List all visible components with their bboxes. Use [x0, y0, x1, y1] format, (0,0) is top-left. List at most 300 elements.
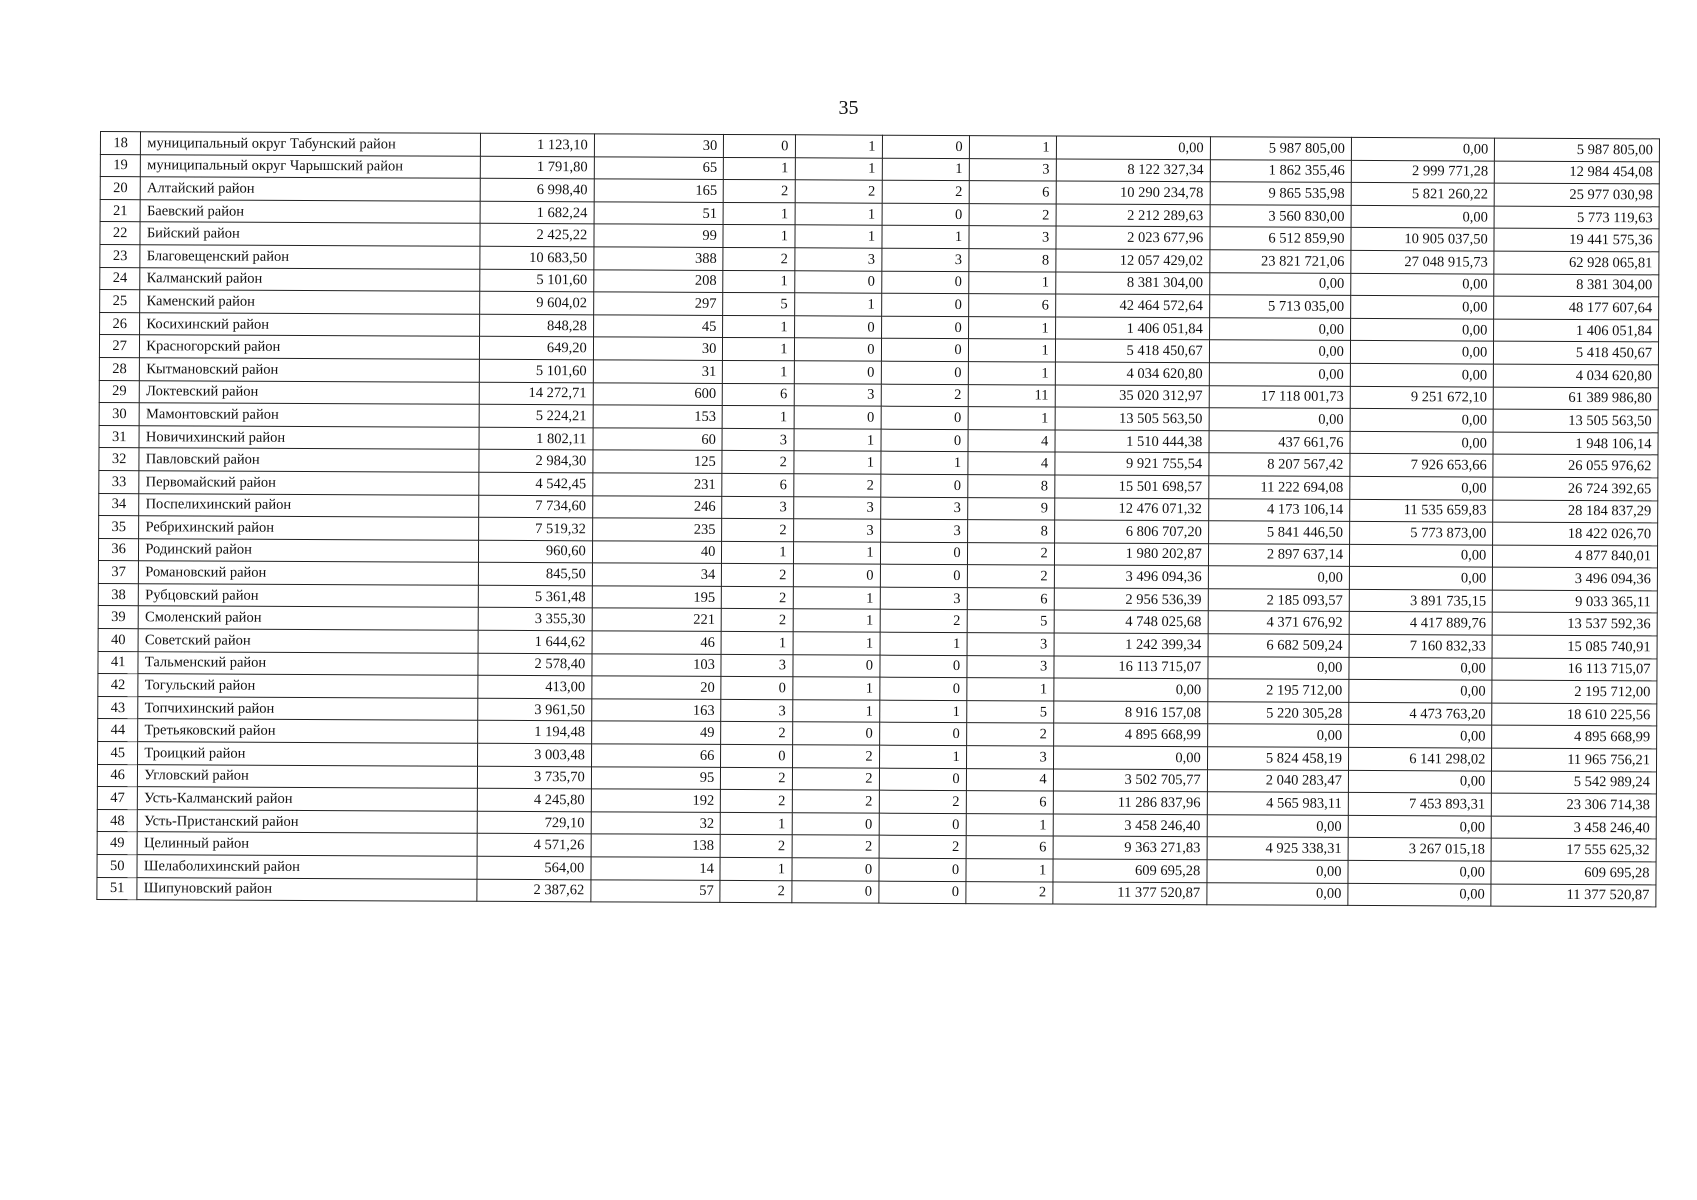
count-cell: 231: [593, 473, 723, 496]
count-total-cell: 8: [967, 520, 1054, 543]
count-1-cell: 1: [722, 406, 793, 429]
count-total-cell: 3: [967, 633, 1054, 656]
district-name-cell: Целинный район: [137, 832, 477, 856]
count-total-cell: 3: [967, 655, 1054, 678]
amount-3-cell: 0,00: [1349, 544, 1492, 567]
count-total-cell: 3: [969, 158, 1056, 181]
district-name-cell: Новичихинский район: [139, 425, 479, 449]
amount-3-cell: 0,00: [1350, 363, 1493, 386]
count-1-cell: 0: [721, 744, 792, 767]
count-total-cell: 6: [966, 836, 1053, 859]
amount-total-cell: 26 055 976,62: [1493, 454, 1658, 477]
district-name-cell: Тальменский район: [138, 651, 478, 675]
row-number-cell: 29: [99, 380, 139, 403]
amount-1-cell: 3 502 705,77: [1053, 769, 1207, 792]
count-3-cell: 0: [881, 429, 968, 452]
area-cell: 3 735,70: [478, 766, 592, 789]
count-cell: 30: [593, 337, 723, 360]
count-2-cell: 1: [793, 451, 880, 474]
amount-1-cell: 4 034 620,80: [1055, 362, 1209, 385]
amount-1-cell: 13 505 563,50: [1055, 407, 1209, 430]
district-name-cell: Калманский район: [140, 267, 480, 291]
count-2-cell: 1: [793, 587, 880, 610]
area-cell: 6 998,40: [480, 178, 594, 201]
amount-1-cell: 0,00: [1053, 746, 1207, 769]
count-total-cell: 6: [966, 791, 1053, 814]
count-2-cell: 1: [795, 135, 882, 158]
amount-2-cell: 0,00: [1208, 656, 1349, 679]
count-3-cell: 0: [881, 339, 968, 362]
amount-2-cell: 437 661,76: [1209, 430, 1350, 453]
count-1-cell: 2: [722, 564, 793, 587]
district-name-cell: Баевский район: [140, 199, 480, 223]
table-container: [96, 131, 1660, 908]
amount-total-cell: 5 418 450,67: [1494, 341, 1659, 364]
amount-1-cell: 1 242 399,34: [1054, 633, 1208, 656]
district-name-cell: Советский район: [138, 629, 478, 653]
area-cell: 2 425,22: [480, 224, 594, 247]
area-cell: 4 245,80: [477, 789, 591, 812]
amount-total-cell: 3 496 094,36: [1493, 567, 1658, 590]
amount-3-cell: 0,00: [1349, 725, 1492, 748]
count-3-cell: 0: [881, 406, 968, 429]
amount-3-cell: 0,00: [1350, 431, 1493, 454]
district-name-cell: Кытмановский район: [140, 358, 480, 382]
count-cell: 51: [594, 202, 724, 225]
count-1-cell: 3: [721, 654, 792, 677]
count-total-cell: 3: [966, 746, 1053, 769]
count-1-cell: 1: [723, 225, 794, 248]
amount-2-cell: 23 821 721,06: [1210, 250, 1351, 273]
count-total-cell: 2: [969, 203, 1056, 226]
row-number-cell: 38: [98, 583, 138, 606]
count-2-cell: 1: [793, 632, 880, 655]
amount-1-cell: 3 458 246,40: [1053, 814, 1207, 837]
amount-3-cell: 7 453 893,31: [1348, 793, 1491, 816]
amount-total-cell: 26 724 392,65: [1493, 477, 1658, 500]
area-cell: 1 644,62: [478, 630, 592, 653]
row-number-cell: 41: [98, 651, 138, 674]
count-2-cell: 1: [794, 225, 881, 248]
count-3-cell: 2: [882, 180, 969, 203]
count-total-cell: 2: [966, 881, 1053, 904]
count-1-cell: 1: [723, 202, 794, 225]
amount-total-cell: 5 773 119,63: [1494, 206, 1659, 229]
area-cell: 564,00: [477, 856, 591, 879]
count-3-cell: 2: [879, 790, 966, 813]
row-number-cell: 36: [98, 538, 138, 561]
district-name-cell: Каменский район: [140, 290, 480, 314]
row-number-cell: 51: [97, 877, 137, 900]
amount-1-cell: 9 363 271,83: [1053, 836, 1207, 859]
count-cell: 153: [593, 405, 723, 428]
area-cell: 649,20: [480, 337, 594, 360]
district-name-cell: Топчихинский район: [138, 697, 478, 721]
row-number-cell: 25: [100, 290, 140, 313]
count-1-cell: 6: [723, 383, 794, 406]
count-total-cell: 4: [968, 429, 1055, 452]
row-number-cell: 45: [98, 742, 138, 765]
district-name-cell: Бийский район: [140, 222, 480, 246]
count-2-cell: 0: [794, 406, 881, 429]
amount-3-cell: 27 048 915,73: [1351, 250, 1494, 273]
count-cell: 66: [591, 744, 721, 767]
amount-total-cell: 23 306 714,38: [1492, 793, 1657, 816]
row-number-cell: 35: [99, 516, 139, 539]
count-2-cell: 3: [794, 248, 881, 271]
count-2-cell: 0: [791, 880, 878, 903]
amount-3-cell: 0,00: [1348, 770, 1491, 793]
amount-total-cell: 2 195 712,00: [1492, 680, 1657, 703]
amount-1-cell: 42 464 572,64: [1055, 294, 1209, 317]
row-number-cell: 46: [97, 764, 137, 787]
row-number-cell: 20: [100, 177, 140, 200]
count-3-cell: 0: [880, 542, 967, 565]
row-number-cell: 30: [99, 403, 139, 426]
amount-2-cell: 0,00: [1207, 860, 1348, 883]
amount-1-cell: 16 113 715,07: [1054, 656, 1208, 679]
amount-3-cell: 9 251 672,10: [1350, 386, 1493, 409]
amount-3-cell: 0,00: [1348, 860, 1491, 883]
area-cell: 413,00: [478, 676, 592, 699]
amount-1-cell: 8 381 304,00: [1055, 272, 1209, 295]
count-cell: 40: [592, 541, 722, 564]
count-3-cell: 0: [879, 858, 966, 881]
district-name-cell: Усть-Калманский район: [138, 787, 478, 811]
row-number-cell: 24: [100, 267, 140, 290]
row-number-cell: 43: [98, 696, 138, 719]
count-2-cell: 1: [792, 700, 879, 723]
row-number-cell: 28: [99, 357, 139, 380]
amount-2-cell: 9 865 535,98: [1210, 182, 1351, 205]
count-total-cell: 5: [967, 610, 1054, 633]
amount-2-cell: 0,00: [1209, 363, 1350, 386]
count-total-cell: 2: [967, 565, 1054, 588]
count-3-cell: 2: [879, 836, 966, 859]
count-cell: 32: [591, 812, 721, 835]
count-1-cell: 1: [723, 338, 794, 361]
amount-total-cell: 13 537 592,36: [1492, 613, 1657, 636]
count-1-cell: 1: [724, 157, 795, 180]
count-3-cell: 0: [881, 271, 968, 294]
row-number-cell: 48: [97, 809, 137, 832]
count-3-cell: 0: [881, 293, 968, 316]
count-3-cell: 0: [880, 655, 967, 678]
amount-2-cell: 2 195 712,00: [1208, 679, 1349, 702]
count-2-cell: 0: [794, 361, 881, 384]
amount-total-cell: 19 441 575,36: [1494, 228, 1659, 251]
count-total-cell: 1: [968, 407, 1055, 430]
count-2-cell: 2: [795, 180, 882, 203]
count-2-cell: 3: [793, 519, 880, 542]
count-1-cell: 1: [721, 631, 792, 654]
amount-1-cell: 1 980 202,87: [1054, 543, 1208, 566]
amount-total-cell: 11 377 520,87: [1491, 884, 1656, 907]
count-cell: 103: [592, 653, 722, 676]
count-1-cell: 2: [722, 451, 793, 474]
amount-total-cell: 1 948 106,14: [1493, 432, 1658, 455]
count-cell: 600: [593, 382, 723, 405]
amount-3-cell: 0,00: [1350, 409, 1493, 432]
count-total-cell: 8: [967, 474, 1054, 497]
amount-2-cell: 2 185 093,57: [1208, 589, 1349, 612]
count-cell: 208: [594, 269, 724, 292]
count-cell: 60: [593, 428, 723, 451]
count-1-cell: 2: [721, 790, 792, 813]
district-name-cell: Ребрихинский район: [139, 516, 479, 540]
count-2-cell: 2: [793, 474, 880, 497]
count-1-cell: 2: [722, 519, 793, 542]
amount-2-cell: 4 925 338,31: [1207, 837, 1348, 860]
count-3-cell: 0: [881, 316, 968, 339]
amount-3-cell: 0,00: [1351, 296, 1494, 319]
count-total-cell: 2: [967, 542, 1054, 565]
count-cell: 20: [592, 676, 722, 699]
row-number-cell: 34: [99, 493, 139, 516]
page-number: 35: [838, 97, 859, 119]
row-number-cell: 33: [99, 470, 139, 493]
amount-total-cell: 62 928 065,81: [1494, 251, 1659, 274]
amount-3-cell: 7 160 832,33: [1349, 634, 1492, 657]
count-1-cell: 1: [721, 812, 792, 835]
row-number-cell: 37: [98, 561, 138, 584]
district-name-cell: Смоленский район: [138, 606, 478, 630]
area-cell: 9 604,02: [480, 291, 594, 314]
count-1-cell: 1: [722, 541, 793, 564]
count-2-cell: 2: [792, 790, 879, 813]
amount-1-cell: 6 806 707,20: [1054, 520, 1208, 543]
count-total-cell: 6: [969, 181, 1056, 204]
count-cell: 125: [593, 450, 723, 473]
count-2-cell: 1: [794, 293, 881, 316]
count-3-cell: 1: [880, 632, 967, 655]
amount-3-cell: 3 891 735,15: [1349, 589, 1492, 612]
count-1-cell: 1: [720, 857, 791, 880]
district-name-cell: Троицкий район: [138, 742, 478, 766]
amount-1-cell: 12 057 429,02: [1056, 249, 1210, 272]
count-total-cell: 1: [968, 339, 1055, 362]
district-name-cell: Мамонтовский район: [139, 403, 479, 427]
area-cell: 4 571,26: [477, 834, 591, 857]
amount-total-cell: 18 422 026,70: [1493, 522, 1658, 545]
amount-total-cell: 609 695,28: [1491, 861, 1656, 884]
count-2-cell: 0: [791, 858, 878, 881]
count-2-cell: 0: [792, 813, 879, 836]
row-number-cell: 32: [99, 448, 139, 471]
area-cell: 5 361,48: [478, 585, 592, 608]
amount-2-cell: 4 565 983,11: [1207, 792, 1348, 815]
row-number-cell: 19: [100, 154, 140, 177]
amount-1-cell: 1 510 444,38: [1055, 430, 1209, 453]
area-cell: 3 003,48: [478, 743, 592, 766]
amount-total-cell: 18 610 225,56: [1492, 703, 1657, 726]
amount-2-cell: 0,00: [1209, 408, 1350, 431]
count-1-cell: 3: [721, 699, 792, 722]
data-table: [96, 131, 1660, 908]
row-number-cell: 47: [97, 787, 137, 810]
amount-total-cell: 3 458 246,40: [1491, 816, 1656, 839]
amount-1-cell: 11 286 837,96: [1053, 791, 1207, 814]
area-cell: 1 194,48: [478, 721, 592, 744]
district-name-cell: Локтевский район: [140, 380, 480, 404]
amount-3-cell: 2 999 771,28: [1351, 160, 1494, 183]
count-cell: 297: [593, 292, 723, 315]
count-1-cell: 2: [721, 767, 792, 790]
count-3-cell: 0: [879, 723, 966, 746]
count-total-cell: 6: [967, 587, 1054, 610]
amount-total-cell: 4 895 668,99: [1492, 726, 1657, 749]
count-total-cell: 1: [966, 678, 1053, 701]
area-cell: 5 101,60: [479, 359, 593, 382]
area-cell: 14 272,71: [479, 382, 593, 405]
count-cell: 388: [594, 247, 724, 270]
amount-2-cell: 0,00: [1209, 317, 1350, 340]
row-number-cell: 50: [97, 854, 137, 877]
amount-1-cell: 0,00: [1054, 678, 1208, 701]
count-total-cell: 8: [969, 249, 1056, 272]
amount-2-cell: 0,00: [1208, 566, 1349, 589]
count-cell: 192: [591, 789, 721, 812]
amount-1-cell: 9 921 755,54: [1055, 452, 1209, 475]
amount-3-cell: 0,00: [1349, 657, 1492, 680]
count-2-cell: 0: [793, 564, 880, 587]
count-3-cell: 3: [880, 587, 967, 610]
area-cell: 1 802,11: [479, 427, 593, 450]
count-cell: 30: [594, 134, 724, 157]
amount-2-cell: 1 862 355,46: [1210, 159, 1351, 182]
amount-total-cell: 48 177 607,64: [1494, 296, 1659, 319]
amount-1-cell: 2 956 536,39: [1054, 588, 1208, 611]
amount-1-cell: 15 501 698,57: [1055, 475, 1209, 498]
row-number-cell: 49: [97, 832, 137, 855]
count-cell: 99: [594, 224, 724, 247]
amount-3-cell: 5 773 873,00: [1350, 521, 1493, 544]
amount-1-cell: 4 748 025,68: [1054, 610, 1208, 633]
count-3-cell: 0: [878, 881, 965, 904]
amount-2-cell: 2 897 637,14: [1208, 543, 1349, 566]
row-number-cell: 44: [98, 719, 138, 742]
count-total-cell: 5: [966, 700, 1053, 723]
count-3-cell: 3: [881, 248, 968, 271]
count-2-cell: 2: [792, 835, 879, 858]
amount-3-cell: 0,00: [1348, 883, 1491, 906]
count-total-cell: 2: [966, 723, 1053, 746]
count-cell: 46: [592, 631, 722, 654]
amount-total-cell: 9 033 365,11: [1493, 590, 1658, 613]
count-1-cell: 0: [721, 677, 792, 700]
amount-1-cell: 11 377 520,87: [1053, 882, 1207, 905]
amount-total-cell: 11 965 756,21: [1492, 748, 1657, 771]
area-cell: 7 519,32: [479, 517, 593, 540]
count-3-cell: 1: [880, 451, 967, 474]
amount-1-cell: 2 212 289,63: [1056, 204, 1210, 227]
count-2-cell: 0: [792, 722, 879, 745]
count-3-cell: 0: [879, 677, 966, 700]
count-total-cell: 4: [966, 768, 1053, 791]
district-name-cell: Шипуновский район: [137, 877, 477, 901]
row-number-cell: 22: [100, 222, 140, 245]
amount-1-cell: 609 695,28: [1053, 859, 1207, 882]
count-2-cell: 1: [795, 157, 882, 180]
district-name-cell: Рубцовский район: [139, 584, 479, 608]
amount-2-cell: 5 824 458,19: [1207, 747, 1348, 770]
amount-total-cell: 4 034 620,80: [1494, 364, 1659, 387]
amount-total-cell: 28 184 837,29: [1493, 500, 1658, 523]
count-total-cell: 3: [969, 226, 1056, 249]
area-cell: 848,28: [480, 314, 594, 337]
amount-total-cell: 5 987 805,00: [1495, 138, 1660, 161]
area-cell: 10 683,50: [480, 246, 594, 269]
amount-1-cell: 35 020 312,97: [1055, 385, 1209, 408]
count-2-cell: 1: [793, 541, 880, 564]
amount-3-cell: 0,00: [1351, 205, 1494, 228]
count-cell: 49: [591, 721, 721, 744]
count-3-cell: 1: [879, 745, 966, 768]
amount-3-cell: 0,00: [1351, 137, 1494, 160]
count-cell: 195: [592, 586, 722, 609]
amount-1-cell: 8 916 157,08: [1053, 701, 1207, 724]
count-3-cell: 0: [880, 474, 967, 497]
count-cell: 235: [592, 518, 722, 541]
amount-2-cell: 8 207 567,42: [1209, 453, 1350, 476]
amount-2-cell: 4 371 676,92: [1208, 611, 1349, 634]
count-1-cell: 2: [720, 835, 791, 858]
count-1-cell: 6: [722, 473, 793, 496]
amount-1-cell: 0,00: [1056, 136, 1210, 159]
amount-1-cell: 2 023 677,96: [1056, 226, 1210, 249]
count-cell: 65: [594, 156, 724, 179]
count-3-cell: 3: [880, 497, 967, 520]
count-1-cell: 2: [724, 180, 795, 203]
district-name-cell: Поспелихинский район: [139, 493, 479, 517]
count-total-cell: 6: [968, 294, 1055, 317]
area-cell: 2 984,30: [479, 450, 593, 473]
amount-2-cell: 5 841 446,50: [1208, 521, 1349, 544]
amount-2-cell: 0,00: [1209, 272, 1350, 295]
area-cell: 4 542,45: [479, 472, 593, 495]
count-1-cell: 5: [723, 293, 794, 316]
row-number-cell: 21: [100, 199, 140, 222]
area-cell: 3 355,30: [478, 608, 592, 631]
count-3-cell: 3: [880, 519, 967, 542]
amount-2-cell: 2 040 283,47: [1207, 769, 1348, 792]
amount-total-cell: 61 389 986,80: [1494, 387, 1659, 410]
area-cell: 845,50: [479, 563, 593, 586]
amount-3-cell: 4 417 889,76: [1349, 612, 1492, 635]
district-name-cell: Третьяковский район: [138, 719, 478, 743]
count-3-cell: 1: [882, 158, 969, 181]
amount-3-cell: 0,00: [1348, 815, 1491, 838]
count-1-cell: 2: [722, 609, 793, 632]
district-name-cell: Родинский район: [139, 538, 479, 562]
count-2-cell: 0: [794, 338, 881, 361]
count-2-cell: 0: [794, 270, 881, 293]
count-cell: 14: [591, 857, 721, 880]
table-body: [97, 132, 1660, 908]
count-2-cell: 1: [792, 677, 879, 700]
area-cell: 2 578,40: [478, 653, 592, 676]
count-1-cell: 1: [723, 270, 794, 293]
amount-2-cell: 4 173 106,14: [1208, 498, 1349, 521]
count-cell: 34: [592, 563, 722, 586]
count-2-cell: 1: [793, 609, 880, 632]
area-cell: 1 123,10: [481, 133, 595, 156]
area-cell: 5 101,60: [480, 269, 594, 292]
amount-2-cell: 0,00: [1207, 724, 1348, 747]
count-3-cell: 0: [879, 768, 966, 791]
count-total-cell: 11: [968, 384, 1055, 407]
row-number-cell: 27: [99, 335, 139, 358]
